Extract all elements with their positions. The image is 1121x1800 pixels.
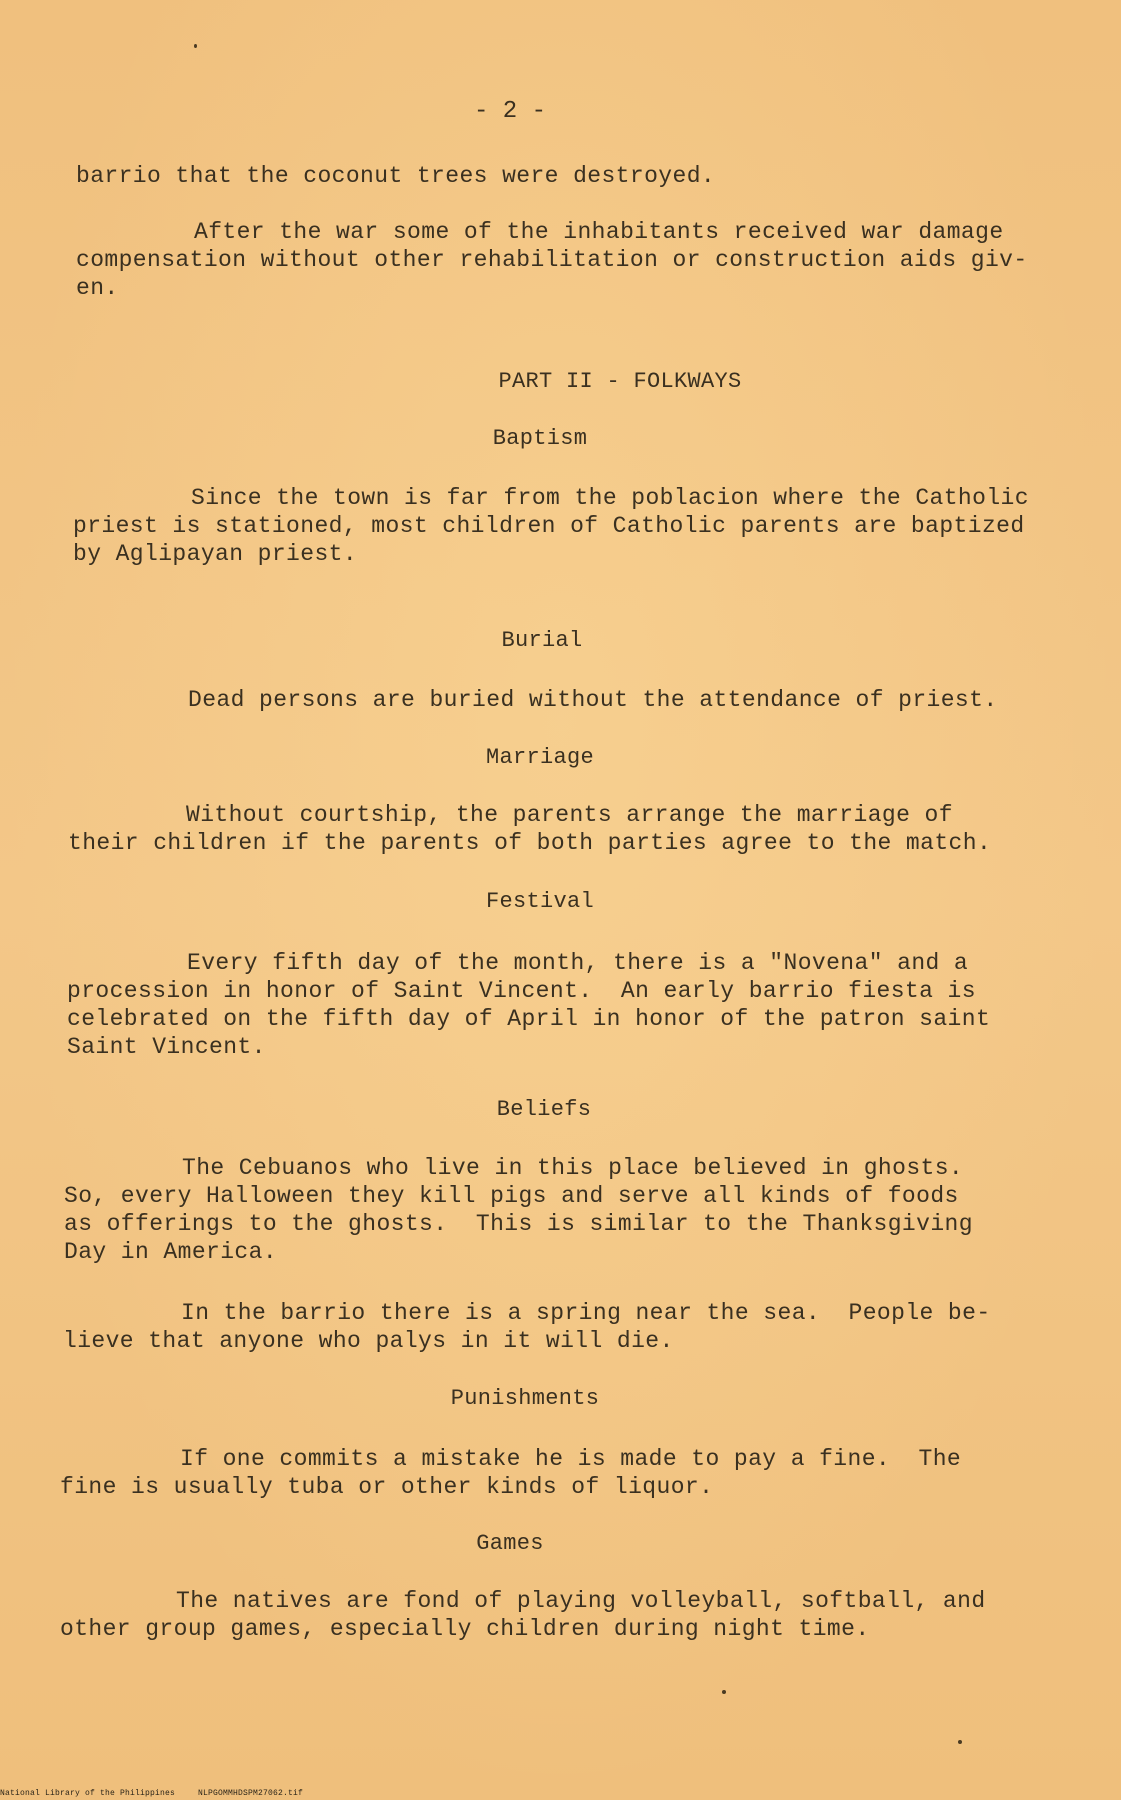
library-credit: National Library of the Philippines: [0, 1789, 176, 1798]
burial-text: Dead persons are buried without the attendance of priest.: [188, 687, 998, 713]
ink-speck: [722, 1690, 726, 1694]
ink-speck: [958, 1740, 962, 1744]
intro-paragraph: After the war some of the inhabitants received war damage compensation without other rehabilitation or construction aids giv- en.: [76, 219, 1028, 301]
intro-line: barrio that the coconut trees were destroyed.: [76, 163, 716, 189]
beliefs-text-1: The Cebuanos who live in this place believed in ghosts. So, every Halloween they kill pigs and serve all kinds of foods as offerings to the ghosts. This is similar to the Thanksgiving Day in America.: [64, 1155, 973, 1265]
baptism-heading: Baptism: [492, 426, 588, 451]
burial-heading: Burial: [501, 628, 583, 653]
punishments-text: If one commits a mistake he is made to pay a fine. The fine is usually tuba or other kinds of liquor.: [60, 1446, 962, 1500]
punishments-heading: Punishments: [450, 1386, 600, 1411]
festival-heading: Festival: [485, 889, 595, 914]
file-identifier: NLPGOMMHDSPM27062.tif: [198, 1789, 304, 1798]
scan-footer: [0, 1789, 321, 1799]
games-text: The natives are fond of playing volleyball, softball, and other group games, especially children during night time.: [60, 1588, 986, 1642]
ink-speck: [194, 44, 197, 48]
page-number: - 2 -: [473, 98, 546, 125]
games-heading: Games: [476, 1531, 544, 1556]
marriage-text: Without courtship, the parents arrange the marriage of their children if the parents of both parties agree to the match.: [68, 802, 992, 856]
beliefs-heading: Beliefs: [496, 1097, 592, 1122]
baptism-text: Since the town is far from the poblacion where the Catholic priest is stationed, most children of Catholic parents are baptized by Aglipayan priest.: [73, 485, 1029, 567]
marriage-heading: Marriage: [485, 745, 595, 770]
part-heading: PART II - FOLKWAYS: [498, 369, 742, 394]
festival-text: Every fifth day of the month, there is a "Novena" and a procession in honor of Saint Vincent. An early barrio fiesta is celebrated on the fifth day of April in honor of the patron saint Saint Vincent.: [67, 950, 991, 1060]
beliefs-text-2: In the barrio there is a spring near the sea. People be- lieve that anyone who palys in it will die.: [63, 1300, 991, 1354]
